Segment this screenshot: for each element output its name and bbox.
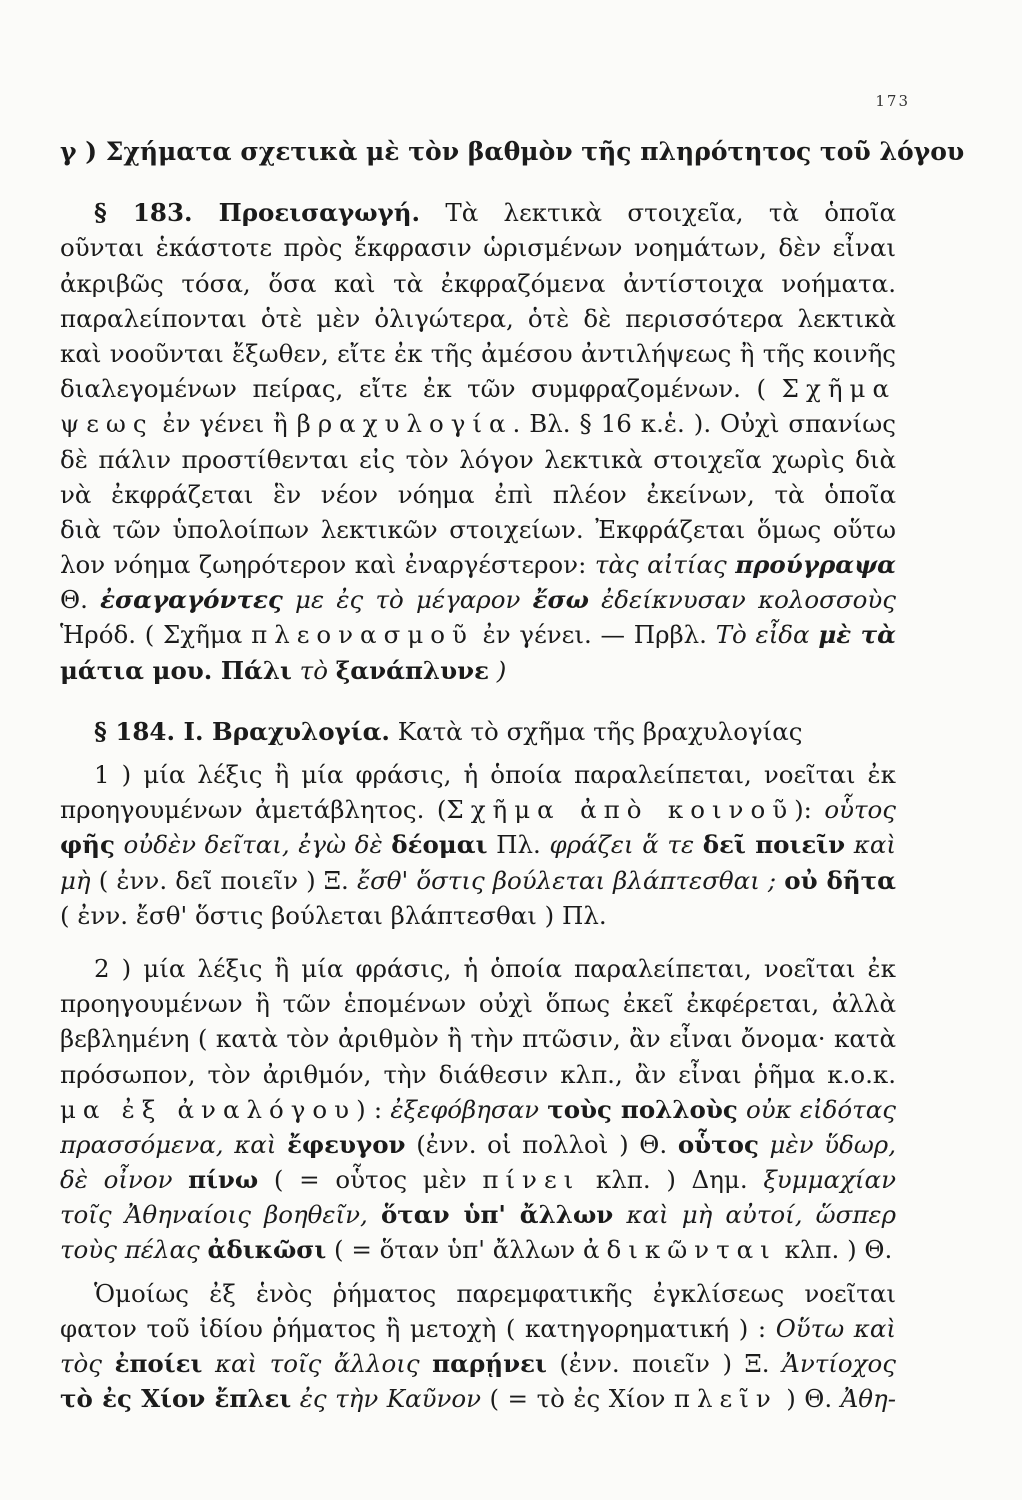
text-segment: ( ἐνν. ἔσθ' ὅστις βούλεται βλάπτεσθαι ) Πλ. — [60, 900, 607, 930]
text-segment: οὐδὲν δεῖται, ἐγὼ δὲ — [114, 830, 392, 860]
text-line — [60, 714, 896, 749]
text-line — [60, 547, 896, 582]
text-line — [60, 512, 896, 547]
text-segment: § 184. Ι. Βραχυλογία. — [94, 716, 390, 746]
text-segment: Κατὰ τὸ σχῆμα τῆς βραχυλογίας — [389, 716, 803, 746]
text-segment: οὗτος — [677, 1129, 759, 1159]
text-segment: τοῖς Ἀθηναίοις βοηθεῖν, — [60, 1200, 381, 1230]
text-segment: τὸς — [60, 1349, 115, 1378]
text-line — [60, 863, 896, 898]
text-segment: κλπ. ) Θ. — [776, 1235, 893, 1265]
text-segment: ( = ὅταν ὑπ' ἄλλων — [326, 1235, 583, 1265]
text-segment: φατον τοῦ ἰδίου ῥήματος ἢ μετοχὴ ( κατηγορηματική ) : — [60, 1313, 776, 1343]
text-line — [60, 617, 896, 652]
text-segment: Τὸ εἶδα — [715, 620, 819, 650]
text-line — [60, 266, 896, 301]
text-segment: μὴ — [60, 865, 91, 895]
text-line — [60, 1276, 896, 1311]
text-segment: οὐ δῆτα — [784, 865, 896, 895]
text-segment: (ἐνν. ποιεῖν ) Ξ. — [546, 1349, 783, 1378]
text-segment: Ἡρόδ. ( Σχῆμα — [60, 620, 252, 650]
text-segment: διαλεγομένων πείρας, εἴτε ἐκ τῶν συμφραζομένων. ( — [60, 374, 782, 404]
text-line — [60, 1346, 896, 1381]
text-segment: καὶ μὴ αὐτοί, ὥσπερ — [626, 1200, 896, 1230]
text-segment: προύγραψα — [735, 550, 896, 580]
text-segment: Πλ. — [487, 830, 550, 860]
text-segment: ): — [794, 795, 825, 825]
text-segment: πίνει — [482, 1165, 581, 1195]
text-segment: οὐκ εἰδότας — [746, 1094, 896, 1124]
text-segment: 2 ) μία λέξις ἢ μία φράσις, ἡ ὁποία παραλείπεται, νοεῖται ἐκ — [94, 953, 896, 983]
text-segment: τὰς αἰτίας — [594, 550, 736, 580]
text-segment: ψεως — [60, 409, 154, 439]
text-segment: Τὰ λεκτικὰ στοιχεῖα, τὰ ὁποῖα — [445, 198, 896, 228]
text-segment: ἐδείκνυσαν κολοσσοὺς — [601, 585, 896, 615]
text-line — [60, 986, 896, 1021]
text-segment: νὰ ἐκφράζεται ἓν νέον νόημα ἐπὶ πλέον ἐκείνων, τὰ ὁποῖα — [60, 479, 896, 509]
text-line — [60, 1381, 896, 1416]
text-segment: παρῄνει — [432, 1349, 547, 1378]
text-segment: ξυμμαχίαν — [763, 1165, 896, 1195]
text-line — [60, 1021, 896, 1056]
text-line — [60, 134, 965, 169]
text-line — [60, 195, 896, 230]
text-segment: ἐν γένει. — Πρβλ. — [473, 620, 716, 650]
text-segment: δέομαι — [391, 830, 488, 860]
text-line — [60, 1127, 896, 1162]
text-segment: τοὺς πέλας — [60, 1235, 208, 1265]
text-segment: ἔφευγον — [287, 1129, 406, 1159]
text-segment: ἐποίει — [114, 1349, 203, 1378]
text-line — [60, 653, 896, 688]
text-segment: δεῖ ποιεῖν — [702, 830, 846, 860]
text-segment: προηγουμένων ἀμετάβλητος. ( — [60, 795, 447, 825]
text-segment: Ἀντίοχος — [782, 1349, 896, 1378]
text-segment: καὶ νοοῦνται ἔξωθεν, εἴτε ἐκ τῆς ἀμέσου ἀντιλήψεως ἢ τῆς κοινῆς — [60, 338, 896, 368]
text-segment: κλπ. ) Δημ. — [580, 1165, 764, 1195]
text-segment: φράζει ἅ τε — [549, 830, 703, 860]
text-segment: ἐν γένει ἢ — [153, 409, 297, 439]
page-body — [60, 134, 965, 1416]
text-segment: προηγουμένων ἢ τῶν ἑπομένων οὐχὶ ὅπως ἐκεῖ ἐκφέρεται, ἀλλὰ — [60, 989, 896, 1019]
page-number: 173 — [875, 92, 910, 110]
text-segment: ἀδικῶνται — [582, 1235, 777, 1265]
text-segment: ( = οὗτος μὲν — [258, 1165, 483, 1195]
text-segment: ) Θ. — [777, 1384, 841, 1414]
text-segment: ἐξεφόβησαν — [390, 1094, 548, 1124]
text-segment: § 183. Προεισαγωγή. — [94, 198, 421, 228]
text-segment: μὲν ὕδωρ, — [769, 1129, 896, 1159]
text-segment: καὶ — [853, 830, 896, 860]
text-segment: ξανάπλυνε — [335, 655, 489, 685]
text-segment: πίνω — [188, 1165, 259, 1195]
text-segment: δὲ οἶνον — [60, 1165, 189, 1195]
text-segment: ἀκριβῶς τόσα, ὅσα καὶ τὰ ἐκφραζόμενα ἀντίστοιχα νοήματα. — [60, 268, 896, 298]
text-segment: οῦνται ἑκάστοτε πρὸς ἔκφρασιν ὡρισμένων νοημάτων, δὲν εἶναι — [60, 233, 896, 263]
text-segment: καὶ τοῖς ἄλλοις — [202, 1349, 433, 1378]
text-line — [60, 230, 896, 265]
text-segment: τὸ — [60, 1384, 103, 1414]
text-line — [60, 582, 896, 617]
text-segment: Ὁμοίως ἐξ ἑνὸς ῥήματος παρεμφατικῆς ἐγκλίσεως νοεῖται — [94, 1278, 896, 1308]
text-segment: τοὺς πολλοὺς — [547, 1094, 738, 1124]
text-segment: πρασσόμενα, καὶ — [60, 1129, 288, 1159]
text-segment: φῆς — [60, 830, 115, 860]
text-segment: τὸ — [291, 655, 336, 685]
text-line — [60, 406, 896, 441]
text-segment: μάτια μου. Πάλι — [60, 655, 292, 685]
text-segment: ἀδικῶσι — [207, 1235, 327, 1265]
text-segment: ἐς Χίον ἔπλει — [102, 1384, 292, 1414]
text-segment: ἔσθ' ὅστις βούλεται βλάπτεσθαι ; — [356, 865, 785, 895]
text-segment: . Βλ. § 16 κ.ἑ. ). Οὐχὶ σπανίως — [512, 409, 896, 439]
text-segment: λον νόημα ζωηρότερον καὶ ἐναργέστερον: — [60, 550, 595, 580]
text-segment: ἔσω — [532, 585, 589, 615]
text-segment: οὗτος — [824, 795, 896, 825]
text-line — [60, 827, 896, 862]
text-line — [60, 301, 896, 336]
text-segment: μὲ τὰ — [818, 620, 896, 650]
text-segment: διὰ τῶν ὑπολοίπων λεκτικῶν στοιχείων. Ἐκφράζεται ὅμως οὕτω — [60, 514, 896, 544]
text-line — [60, 1232, 896, 1267]
text-segment: ἐς τὴν Καῦνον — [291, 1384, 482, 1414]
text-segment: με ἐς τὸ μέγαρον — [282, 585, 533, 615]
text-segment: 1 ) μία λέξις ἢ μία φράσις, ἡ ὁποία παραλείπεται, νοεῖται ἐκ — [94, 760, 896, 789]
text-line — [60, 371, 896, 406]
text-segment: παραλείπονται ὁτὲ μὲν ὀλιγώτερα, ὁτὲ δὲ περισσότερα λεκτικὰ — [60, 303, 896, 333]
text-line — [60, 792, 896, 827]
text-segment: βεβλημένη ( κατὰ τὸν ἀριθμὸν ἢ τὴν πτῶσιν, ἂν εἶναι ὄνομα· κατὰ — [60, 1024, 896, 1054]
text-line — [60, 442, 896, 477]
text-segment: ὅταν ὑπ' ἄλλων — [380, 1200, 614, 1230]
text-segment: ( ἐνν. δεῖ ποιεῖν ) Ξ. — [90, 865, 357, 895]
text-line — [60, 951, 896, 986]
text-segment: Ἀθη- — [840, 1384, 896, 1414]
text-segment: Σχῆμα — [781, 374, 896, 404]
text-segment: βραχυλογία — [296, 409, 513, 439]
text-line — [60, 1162, 896, 1197]
text-segment: (ἐνν. οἱ πολλοὶ ) Θ. — [405, 1129, 678, 1159]
text-segment: πρόσωπον, τὸν ἀριθμόν, τὴν διάθεσιν κλπ., ἂν εἶναι ῥῆμα κ.ο.κ. — [60, 1059, 896, 1089]
text-line — [60, 336, 896, 371]
text-segment: Οὕτω καὶ — [775, 1313, 896, 1343]
text-segment: μα ἐξ ἀναλόγου — [60, 1094, 357, 1124]
text-line — [60, 898, 896, 933]
text-line — [60, 1092, 896, 1127]
text-segment: πλεονασμοῦ — [251, 620, 474, 650]
text-segment: ἐσαγαγόντες — [100, 585, 283, 615]
text-line — [60, 1311, 896, 1346]
text-segment: Σχῆμα ἀπὸ κοινοῦ — [446, 795, 795, 825]
text-line — [60, 477, 896, 512]
text-line — [60, 1057, 896, 1092]
text-segment: ) — [489, 655, 507, 685]
text-line — [60, 757, 896, 792]
text-segment: ( = τὸ ἐς Χίον — [481, 1384, 674, 1414]
text-segment: δὲ πάλιν προστίθενται εἰς τὸν λόγον λεκτικὰ στοιχεῖα χωρὶς διὰ — [60, 444, 896, 474]
text-line — [60, 1197, 896, 1232]
text-segment: γ ) Σχήματα σχετικὰ μὲ τὸν βαθμὸν τῆς πληρότητος τοῦ λόγου — [60, 137, 965, 166]
text-segment: ) : — [356, 1094, 391, 1124]
text-segment: πλεῖν — [673, 1384, 778, 1414]
text-segment: Θ. — [60, 585, 101, 615]
